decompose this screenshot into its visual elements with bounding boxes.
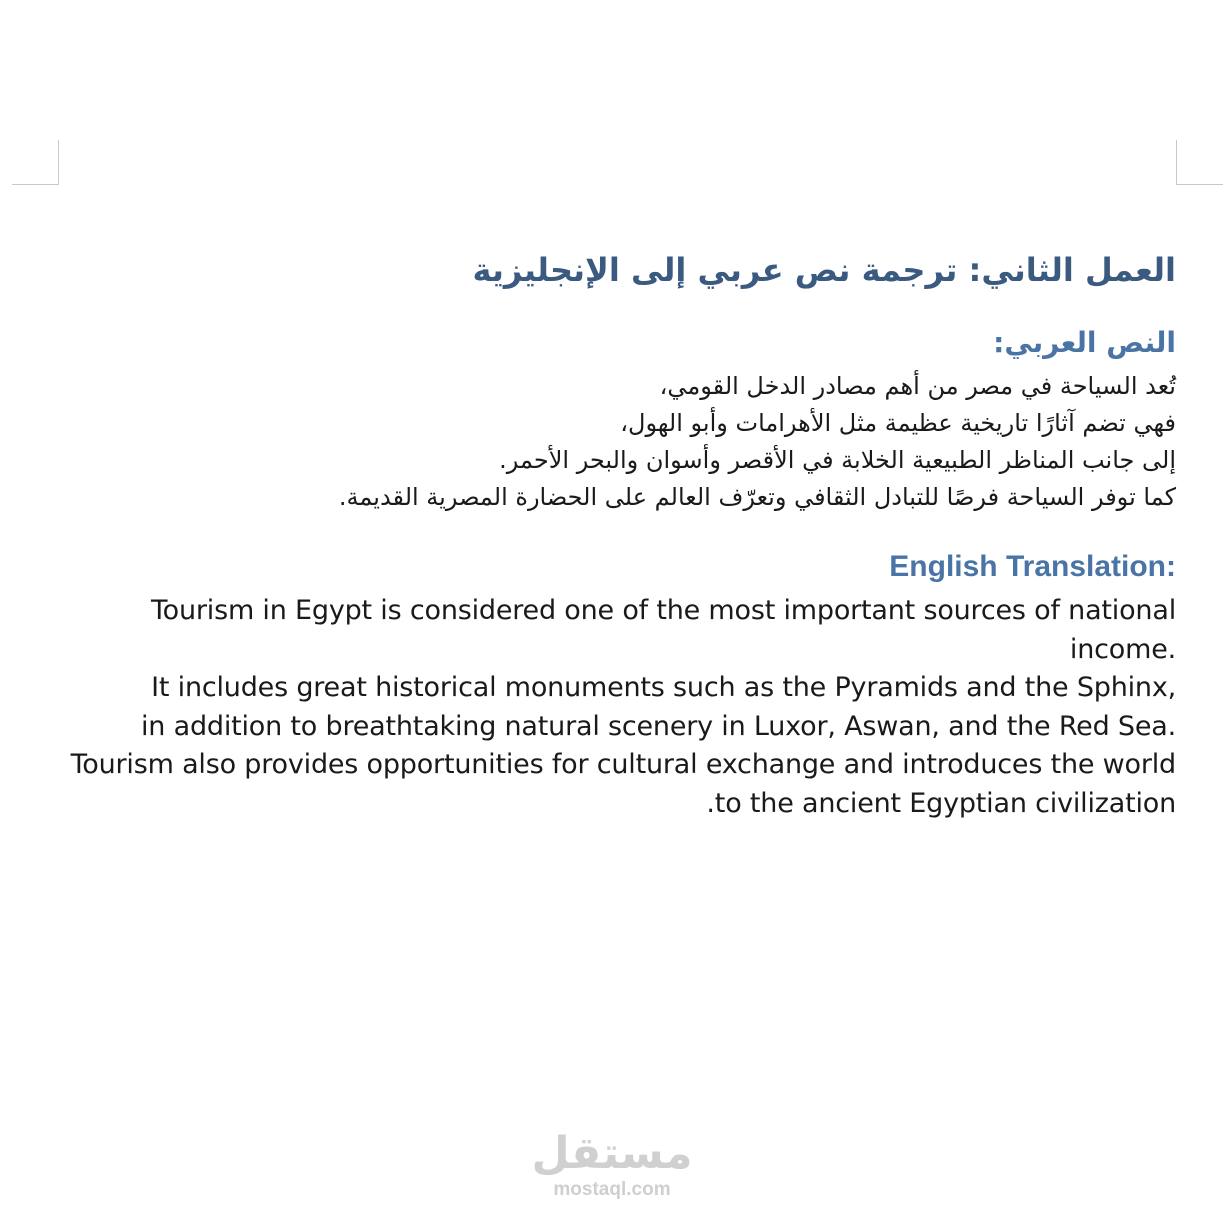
english-line: .to the ancient Egyptian civilization [706,787,1176,819]
mostaql-url: mostaql.com [553,1179,671,1200]
arabic-text-heading: النص العربي: [993,326,1176,359]
english-line: It includes great historical monuments such as the Pyramids and the Sphinx, [151,672,1176,703]
arabic-line: إلى جانب المناظر الطبيعية الخلابة في الأقصر وأسوان والبحر الأحمر. [499,446,1176,474]
english-line: income. [1069,633,1176,665]
english-translation-heading: English Translation: [889,550,1176,583]
arabic-line: تُعد السياحة في مصر من أهم مصادر الدخل القومي، [659,372,1176,400]
page-margin-mark-left [12,140,59,185]
arabic-line: فهي تضم آثارًا تاريخية عظيمة مثل الأهرامات وأبو الهول، [620,409,1176,437]
mostaql-watermark [0,1130,1224,1202]
document-title: العمل الثاني: ترجمة نص عربي إلى الإنجليزية [472,251,1176,289]
english-paragraph [60,592,1176,823]
english-line: Tourism in Egypt is considered one of the most important sources of national [150,595,1176,626]
page-margin-mark-right [1176,140,1223,185]
english-line: in addition to breathtaking natural scenery in Luxor, Aswan, and the Red Sea. [141,710,1176,742]
english-line: Tourism also provides opportunities for cultural exchange and introduces the world [70,749,1176,780]
document-body [60,240,1176,823]
mostaql-logo: مستقل [531,1128,693,1179]
arabic-paragraph [60,368,1176,516]
arabic-line: كما توفر السياحة فرصًا للتبادل الثقافي وتعرّف العالم على الحضارة المصرية القديمة. [338,483,1176,511]
